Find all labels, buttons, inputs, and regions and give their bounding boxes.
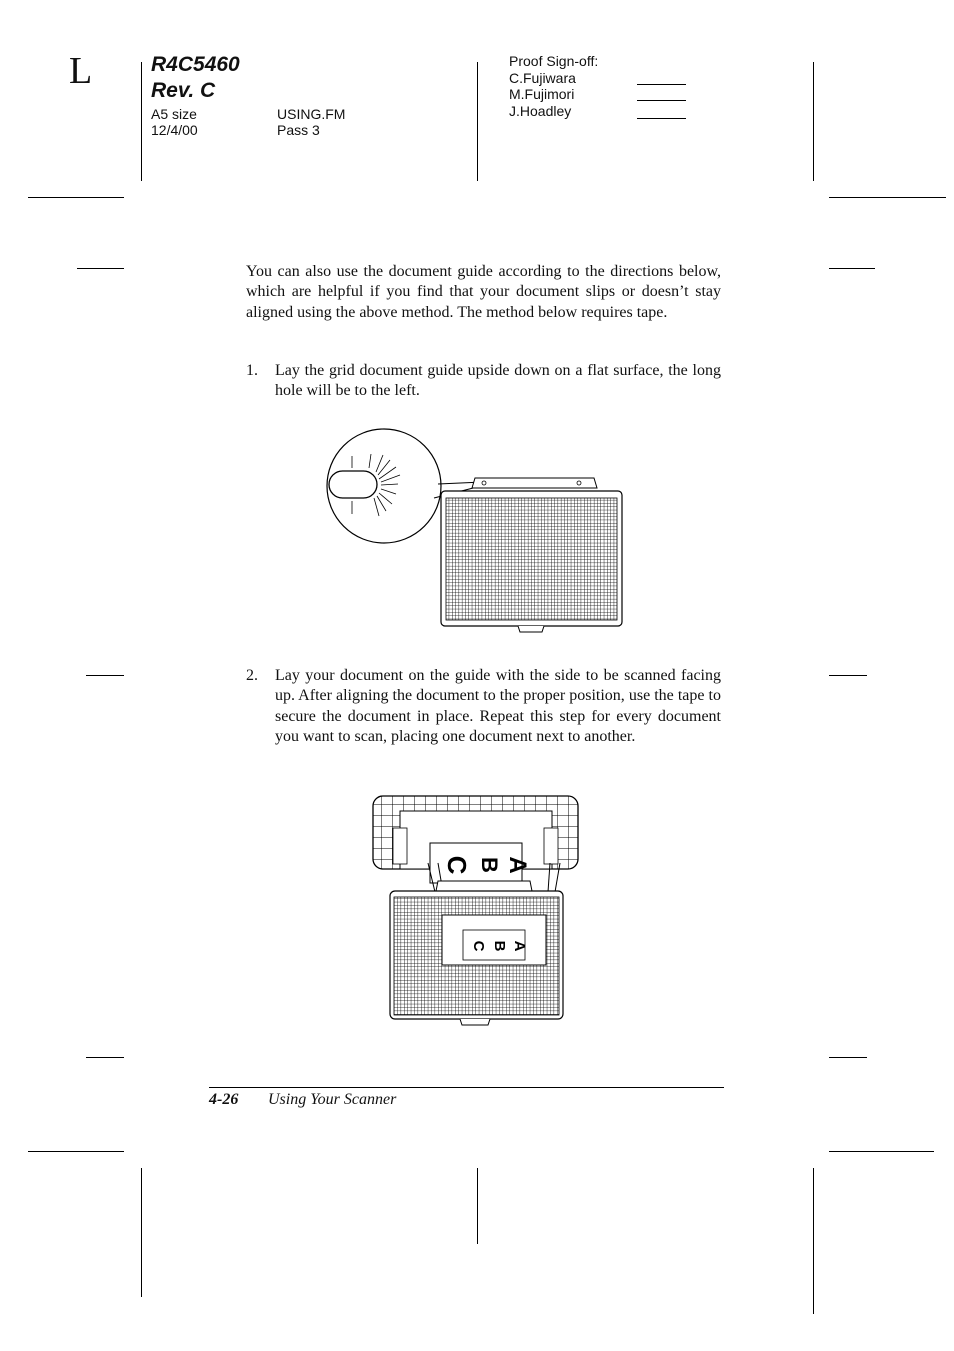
crop-mark — [141, 62, 142, 181]
figure-grid-guide — [320, 424, 630, 636]
proof-signoff-title: Proof Sign-off: — [509, 53, 599, 69]
signer-name: J.Hoadley — [509, 103, 572, 119]
intro-paragraph: You can also use the document guide according to the directions below, which are helpful if you find that your document slips or doesn’t stay aligned using the above method. The method below requires tape. — [246, 263, 721, 321]
doc-letter: A — [511, 940, 528, 952]
crop-mark — [829, 268, 875, 269]
step-number: 2. — [246, 667, 258, 684]
crop-mark — [141, 1168, 142, 1297]
step-text: Lay the grid document guide upside down on a flat surface, the long hole will be to the left. — [275, 362, 721, 400]
long-hole — [329, 471, 377, 498]
pass-label: Pass 3 — [277, 122, 320, 138]
signature-line — [637, 100, 686, 101]
crop-mark — [829, 1057, 867, 1058]
doc-letter: C — [470, 940, 487, 952]
step-text: Lay your document on the guide with the side to be scanned facing up. After aligning the document to the proper position, use the tape to secure the document in place. Repeat this step for every document you want to scan, placing one document next to another. — [275, 667, 721, 745]
date-label: 12/4/00 — [151, 122, 198, 138]
crop-mark — [86, 1057, 124, 1058]
crop-mark — [77, 268, 124, 269]
footer-rule — [209, 1087, 724, 1088]
chapter-title: Using Your Scanner — [268, 1091, 397, 1108]
crop-mark — [28, 197, 124, 198]
crop-mark — [829, 1151, 934, 1152]
signer-name: M.Fujimori — [509, 86, 575, 102]
crop-mark — [829, 675, 867, 676]
step-1 — [246, 361, 721, 403]
size-label: A5 size — [151, 106, 197, 122]
revision: Rev. C — [151, 79, 216, 102]
svg-text:C: C — [442, 855, 472, 875]
signature-line — [637, 118, 686, 119]
step-number: 1. — [246, 362, 258, 379]
doc-letter: B — [491, 940, 508, 952]
corner-mark: L — [69, 50, 93, 92]
svg-text:A: A — [504, 856, 531, 874]
signature-line — [637, 84, 686, 85]
file-label: USING.FM — [277, 106, 346, 122]
crop-mark — [813, 1168, 814, 1314]
svg-text:B: B — [477, 857, 502, 873]
crop-mark — [829, 197, 946, 198]
signer-name: C.Fujiwara — [509, 70, 576, 86]
page-number: 4-26 — [209, 1091, 239, 1108]
model-code: R4C5460 — [151, 53, 240, 76]
crop-mark — [28, 1151, 124, 1152]
crop-mark — [477, 1168, 478, 1244]
crop-mark — [86, 675, 124, 676]
crop-mark — [477, 62, 478, 181]
crop-mark — [813, 62, 814, 181]
step-2 — [246, 666, 721, 768]
figure-documents-on-guide — [370, 793, 582, 1027]
